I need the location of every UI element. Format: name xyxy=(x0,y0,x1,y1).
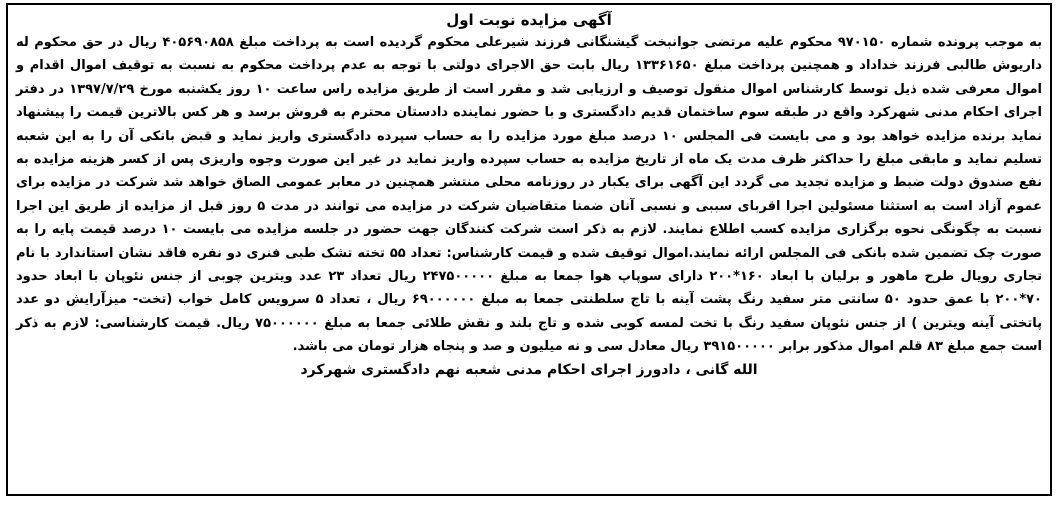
notice-title: آگهی مزایده نوبت اول xyxy=(446,11,612,29)
auction-notice xyxy=(6,3,1052,496)
notice-signature: الله گانی ، دادورز اجرای احکام مدنی شعبه نهم دادگستری شهرکرد xyxy=(300,361,758,378)
notice-body: به موجب پرونده شماره ۹۷۰۱۵۰ محکوم علیه مرتضی جوانبخت گیشنگانی فرزند شیرعلی محکوم گردیده است به پرداخت مبلغ ۴۰۵۶۹۰۸۵۸ ریال در حق محکوم له داریوش طالبی فرزند خداداد و همچنین پرداخت مبلغ ۱۳۳۶۱۶۵۰ ریال بابت حق الاجرای دولتی با توجه به عدم پرداخت محکوم به نسبت به توقیف اموال اقدام و اموال معرفی شده ذیل توسط کارشناس اموال منقول توصیف و ارزیابی شد و مقرر است از طریق مزایده راس ساعت ۱۰ روز یکشنبه مورخ ۱۳۹۷/۷/۲۹ در دفتر اجرای احکام مدنی شهرکرد واقع در طبقه سوم ساختمان قدیم دادگستری و با حضور نماینده دادستان محترم به فروش برسد و هر کس بالاترین قیمت را پیشنهاد نماید برنده مزایده خواهد بود و می بایست فی المجلس ۱۰ درصد مبلغ مورد مزایده را به حساب سپرده دادگستری واریز نماید و قبض بانکی آن را به این شعبه تسلیم نماید و مابقی مبلغ را حداکثر ظرف مدت یک ماه از تاریخ مزایده به حساب سپرده واریز نماید در غیر این صورت وجوه واریزی پس از کسر هزینه مزایده به نفع صندوق دولت ضبط و مزایده تجدید می گردد این آگهی برای یکبار در روزنامه محلی منتشر همچنین در معابر عمومی الصاق خواهد شد شرکت در مزایده برای عموم آزاد است به استثنا مسئولین اجرا اقربای سببی و نسبی آنان ضمنا متقاضیان شرکت در مزایده می توانند در مدت ۵ روز قبل از مزایده از طریق این اجرا نسبت به چگونگی نحوه برگزاری مزایده کسب اطلاع نمایند. لازم به ذکر است شرکت کنندگان جهت حضور در جلسه مزایده می بایست ۱۰ درصد قیمت پایه را به صورت چک تضمین شده بانکی فی المجلس ارائه نمایند.اموال توقیف شده و قیمت کارشناس: تعداد ۵۵ تخته تشک طبی فنری دو نفره فاقد نشان استاندارد با نام تجاری رویال طرح ماهور و برلیان با ابعاد ۱۶۰*۲۰۰ دارای سوپاپ هوا جمعا به مبلغ ۲۴۷۵۰۰۰۰۰ ریال تعداد ۲۳ عدد ویترین چوبی از جنس نئوپان با ابعاد حدود ۷۰*۲۰۰ با عمق حدود ۵۰ سانتی متر سفید رنگ پشت آینه با تاج سلطنتی جمعا به مبلغ ۶۹۰۰۰۰۰۰ ریال ، تعداد ۵ سرویس کامل خواب (تخت- میزآرایش دو عدد پاتختی آینه ویترین ) از جنس نئوپان سفید رنگ با تخت لمسه کوبی شده و تاج بلند و نقش طلائی جمعا به مبلغ ۷۵۰۰۰۰۰۰ ریال. قیمت کارشناسی: لازم به ذکر است جمع مبلغ ۸۳ قلم اموال مذکور برابر ۳۹۱۵۰۰۰۰۰ ریال معادل سی و نه میلیون و صد و پنجاه هزار تومان می باشد. xyxy=(16,35,1043,355)
